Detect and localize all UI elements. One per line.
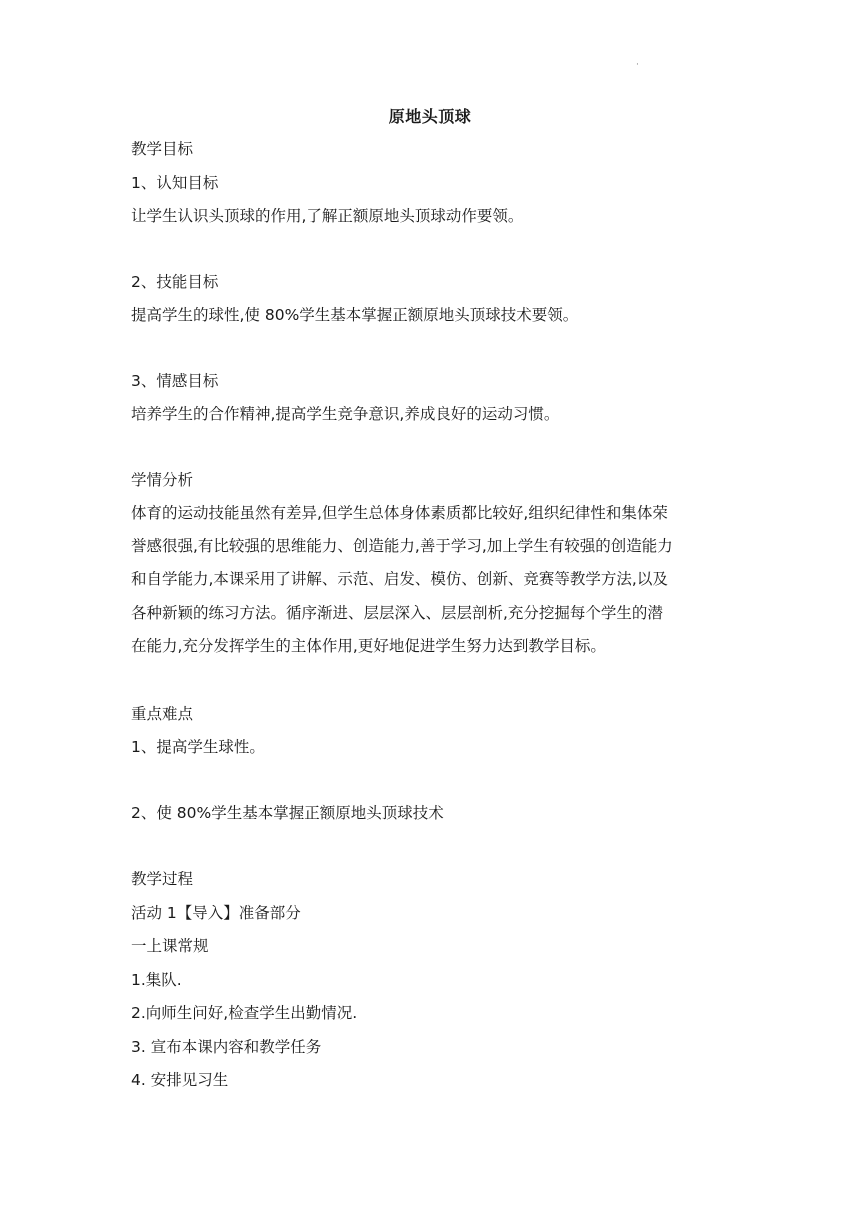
cognitive-heading: 1、认知目标 — [131, 174, 219, 192]
skill-heading: 2、技能目标 — [131, 273, 219, 291]
emotion-heading: 3、情感目标 — [131, 372, 219, 390]
objectives-heading: 教学目标 — [131, 140, 194, 158]
key-point-2: 2、使 80%学生基本掌握正额原地头顶球技术 — [131, 804, 444, 822]
skill-text: 提高学生的球性,使 80%学生基本掌握正额原地头顶球技术要领。 — [131, 306, 579, 324]
analysis-heading: 学情分析 — [131, 471, 194, 489]
activity-1-heading: 活动 1【导入】准备部分 — [131, 904, 301, 922]
routine-heading: 一上课常规 — [131, 937, 209, 955]
emotion-text: 培养学生的合作精神,提高学生竞争意识,养成良好的运动习惯。 — [131, 405, 560, 423]
cognitive-text: 让学生认识头顶球的作用,了解正额原地头顶球动作要领。 — [131, 207, 524, 225]
analysis-line: 各种新颖的练习方法。循序渐进、层层深入、层层剖析,充分挖掘每个学生的潜 — [131, 603, 663, 622]
key-point-1: 1、提高学生球性。 — [131, 738, 265, 756]
document-title: 原地头顶球 — [388, 107, 472, 126]
routine-item-4: 4. 安排见习生 — [131, 1071, 229, 1089]
analysis-paragraph — [131, 497, 731, 663]
routine-item-1: 1.集队. — [131, 971, 182, 989]
analysis-line: 誉感很强,有比较强的思维能力、创造能力,善于学习,加上学生有较强的创造能力 — [131, 537, 673, 556]
routine-item-2: 2.向师生问好,检查学生出勤情况. — [131, 1004, 358, 1022]
analysis-line: 体育的运动技能虽然有差异,但学生总体身体素质都比较好,组织纪律性和集体荣 — [131, 504, 668, 522]
key-points-heading: 重点难点 — [131, 705, 194, 723]
analysis-line: 在能力,充分发挥学生的主体作用,更好地促进学生努力达到教学目标。 — [131, 636, 606, 655]
analysis-line: 和自学能力,本课采用了讲解、示范、启发、模仿、创新、竞赛等教学方法,以及 — [131, 570, 668, 589]
routine-item-3: 3. 宣布本课内容和教学任务 — [131, 1038, 322, 1056]
process-heading: 教学过程 — [131, 870, 194, 888]
corner-mark: · — [636, 60, 639, 70]
